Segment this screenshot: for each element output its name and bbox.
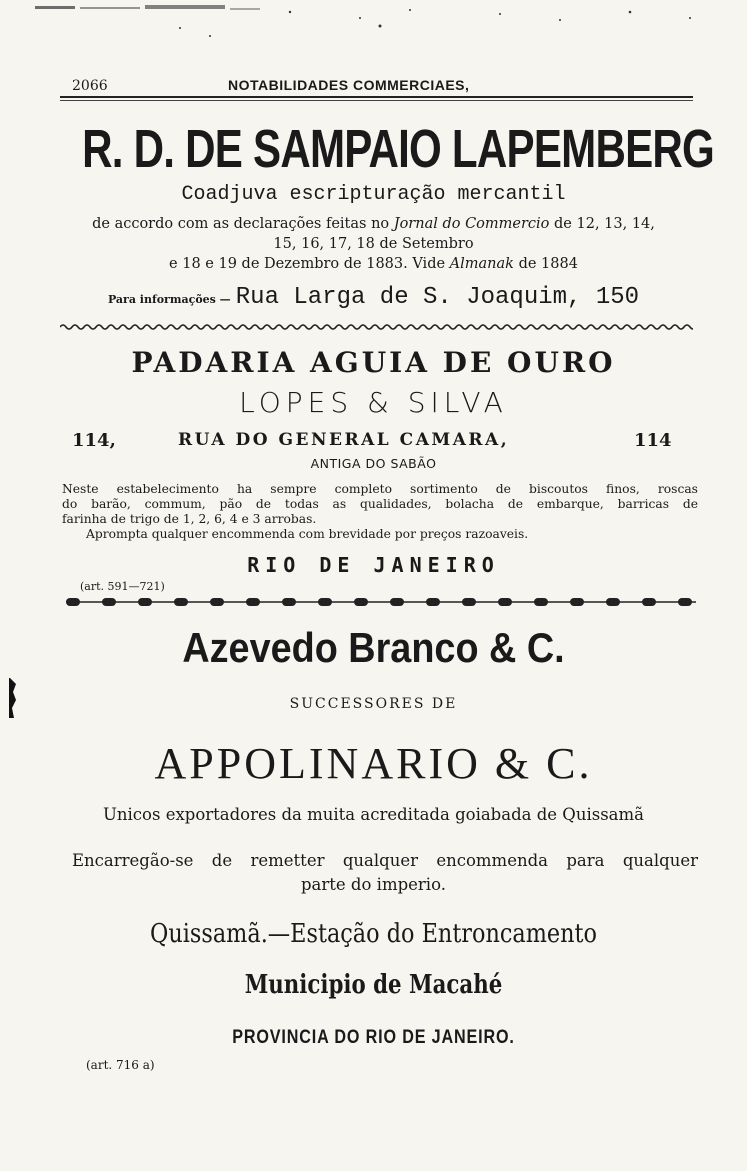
ad1-name: R. D. DE SAMPAIO LAPEMBERG bbox=[82, 119, 715, 179]
ad3-line3: parte do imperio. bbox=[301, 875, 446, 894]
ad1-body-line3-text: e 18 e 19 de Dezembro de 1883. Vide bbox=[169, 256, 446, 272]
scan-noise bbox=[30, 4, 730, 44]
binding-mark bbox=[8, 678, 18, 718]
ad3-name: Azevedo Branco & C. bbox=[182, 624, 565, 671]
ad2-number-left: 114, bbox=[72, 430, 116, 451]
ad1-info bbox=[0, 284, 747, 311]
ad3-municipality: Municipio de Macahé bbox=[244, 970, 503, 1000]
ad1-almanak: Almanak bbox=[449, 256, 514, 272]
ad1-info-address: Rua Larga de S. Joaquim, 150 bbox=[235, 284, 640, 311]
ad1-info-label: Para informações — bbox=[107, 293, 231, 306]
ad3-line2: Encarregão-se de remetter qualquer encommenda para qualquer bbox=[72, 851, 698, 870]
page-number: 2066 bbox=[72, 78, 108, 94]
ad2-body-line1: Neste estabelecimento ha sempre completo sortimento de biscoutos finos, roscas bbox=[62, 482, 698, 496]
header-rule bbox=[60, 96, 693, 98]
chain-divider bbox=[66, 596, 696, 608]
ad3-art: (art. 716 a) bbox=[86, 1058, 155, 1072]
ad3-successors: SUCCESSORES DE bbox=[289, 696, 458, 712]
header-rule-thin bbox=[60, 100, 693, 101]
ad2-art: (art. 591—721) bbox=[80, 580, 165, 593]
ad2-city: RIO DE JANEIRO bbox=[247, 553, 500, 577]
ad1-jornal: Jornal do Commercio bbox=[393, 216, 550, 232]
ad2-body-line2: do barão, commum, pão de todas as qualidades, bolacha de embarque, barricas de bbox=[62, 497, 698, 511]
ad1-body-line1-text: de accordo com as declarações feitas no bbox=[92, 216, 390, 232]
ad2-antiga: ANTIGA DO SABÃO bbox=[310, 456, 437, 471]
ad3-location: Quissamã.—Estação do Entroncamento bbox=[150, 919, 597, 949]
ad1-body-line3-end: de 1884 bbox=[518, 256, 578, 272]
ad3-province: PROVINCIA DO RIO DE JANEIRO. bbox=[232, 1027, 515, 1048]
ad3-line1: Unicos exportadores da muita acreditada goiabada de Quissamã bbox=[103, 805, 644, 824]
ad1-body-line2: 15, 16, 17, 18 de Setembro bbox=[273, 236, 474, 252]
ad2-body-line4: Apromptа qualquer encommenda com brevidade por preços razoaveis. bbox=[86, 527, 529, 541]
wavy-divider bbox=[60, 322, 693, 332]
ad1-body-line1 bbox=[0, 216, 747, 232]
ad2-street: RUA DO GENERAL CAMARA, bbox=[178, 430, 510, 450]
ad3-predecessor: APPOLINARIO & C. bbox=[154, 739, 593, 788]
ad1-body-line1-end: de 12, 13, 14, bbox=[554, 216, 655, 232]
ad2-number-right: 114 bbox=[634, 430, 672, 451]
ad1-subtitle: Coadjuva escripturação mercantil bbox=[181, 183, 566, 206]
ad2-owners: LOPES & SILVA bbox=[239, 386, 508, 419]
ad1-body-line3 bbox=[0, 256, 747, 272]
ad2-body-line3: farinha de trigo de 1, 2, 6, 4 e 3 arrobas. bbox=[62, 512, 317, 526]
ad2-name: PADARIA AGUIA DE OURO bbox=[131, 346, 616, 379]
page-header-title: NOTABILIDADES COMMERCIAES, bbox=[228, 77, 470, 93]
